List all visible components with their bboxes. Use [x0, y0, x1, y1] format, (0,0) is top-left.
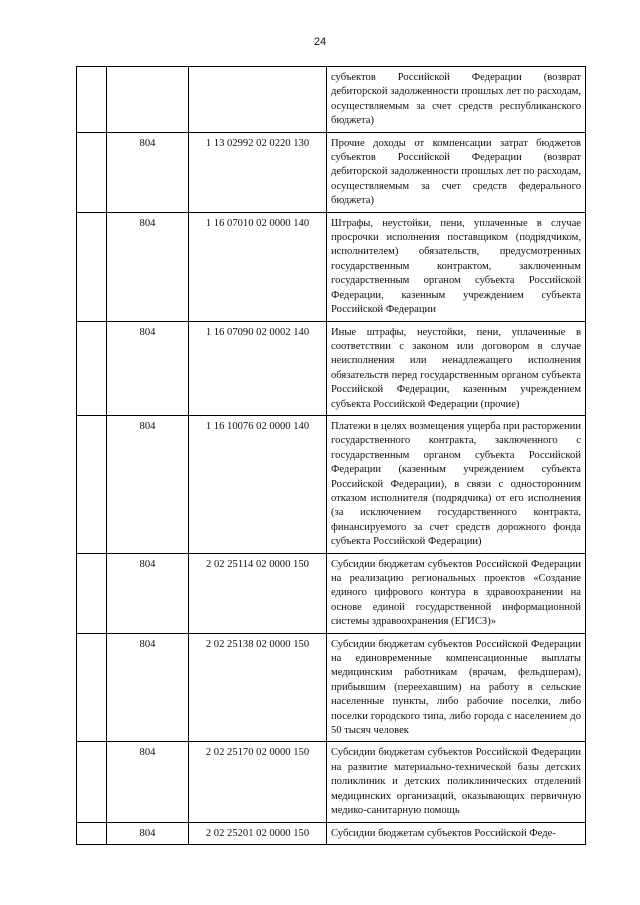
admin-code-cell: 804 — [107, 415, 189, 553]
description-cell: Иные штрафы, неустойки, пени, уплаченные в соответствии с законом или договором в случае неисполнения или ненадлежащего исполнения обязательств перед государственным органом субъекта Российской Федерации, казенным учреждением субъекта Российской Федерации (прочие) — [327, 321, 586, 415]
admin-code-cell — [107, 67, 189, 133]
description-cell: Прочие доходы от компенсации затрат бюджетов субъектов Российской Федерации (возврат дебиторской задолженности прошлых лет по расходам, осуществляемым за счет средств федерального бюджета) — [327, 132, 586, 212]
kbk-code-cell: 2 02 25201 02 0000 150 — [189, 822, 327, 844]
blank-cell — [77, 321, 107, 415]
description-cell: субъектов Российской Федерации (возврат дебиторской задолженности прошлых лет по расходам, осуществляемым за счет средств республиканского бюджета) — [327, 67, 586, 133]
table-row — [77, 212, 586, 321]
admin-code-cell: 804 — [107, 633, 189, 742]
kbk-code-cell: 1 16 07090 02 0002 140 — [189, 321, 327, 415]
blank-cell — [77, 67, 107, 133]
kbk-code-cell: 2 02 25138 02 0000 150 — [189, 633, 327, 742]
kbk-code-cell — [189, 67, 327, 133]
kbk-code-cell: 1 16 07010 02 0000 140 — [189, 212, 327, 321]
admin-code-cell: 804 — [107, 321, 189, 415]
page-number: 24 — [313, 36, 327, 48]
table-row — [77, 67, 586, 133]
blank-cell — [77, 132, 107, 212]
blank-cell — [77, 415, 107, 553]
blank-cell — [77, 212, 107, 321]
kbk-code-cell: 1 16 10076 02 0000 140 — [189, 415, 327, 553]
admin-code-cell: 804 — [107, 742, 189, 822]
blank-cell — [77, 822, 107, 844]
table-row — [77, 321, 586, 415]
admin-code-cell: 804 — [107, 132, 189, 212]
table-row — [77, 415, 586, 553]
table-row — [77, 553, 586, 633]
kbk-code-cell: 1 13 02992 02 0220 130 — [189, 132, 327, 212]
blank-cell — [77, 633, 107, 742]
description-cell: Платежи в целях возмещения ущерба при расторжении государственного контракта, заключенного с государственным органом субъекта Российской Федерации (казенным учреждением субъекта Российской Федерации), в связи с односторонним отказом исполнителя (подрядчика) от его исполнения (за исключением государственного контракта, финансируемого за счет средств дорожного фонда субъекта Российской Федерации) — [327, 415, 586, 553]
description-cell: Субсидии бюджетам субъектов Российской Феде- — [327, 822, 586, 844]
table-row — [77, 742, 586, 822]
blank-cell — [77, 553, 107, 633]
table-row — [77, 132, 586, 212]
description-cell: Субсидии бюджетам субъектов Российской Федерации на реализацию региональных проектов «Создание единого цифрового контура в здравоохранении на основе единой государственной информационной системы здравоохранения (ЕГИСЗ)» — [327, 553, 586, 633]
admin-code-cell: 804 — [107, 822, 189, 844]
description-cell: Субсидии бюджетам субъектов Российской Федерации на единовременные компенсационные выплаты медицинским работникам (врачам, фельдшерам), прибывшим (переехавшим) на работу в сельские населенные пункты, либо рабочие поселки, либо поселки городского типа, либо города с населением до 50 тысяч человек — [327, 633, 586, 742]
description-cell: Штрафы, неустойки, пени, уплаченные в случае просрочки исполнения поставщиком (подрядчиком, исполнителем) обязательств, предусмотренных государственным контрактом, заключенным государственным органом субъекта Российской Федерации, казенным учреждением субъекта Российской Федерации — [327, 212, 586, 321]
kbk-code-cell: 2 02 25170 02 0000 150 — [189, 742, 327, 822]
table-row — [77, 633, 586, 742]
blank-cell — [77, 742, 107, 822]
admin-code-cell: 804 — [107, 212, 189, 321]
kbk-code-cell: 2 02 25114 02 0000 150 — [189, 553, 327, 633]
budget-codes-table — [76, 66, 586, 845]
table-row — [77, 822, 586, 844]
admin-code-cell: 804 — [107, 553, 189, 633]
description-cell: Субсидии бюджетам субъектов Российской Федерации на развитие материально-технической базы детских поликлиник и детских поликлинических отделений медицинских организаций, оказывающих первичную медико-санитарную помощь — [327, 742, 586, 822]
